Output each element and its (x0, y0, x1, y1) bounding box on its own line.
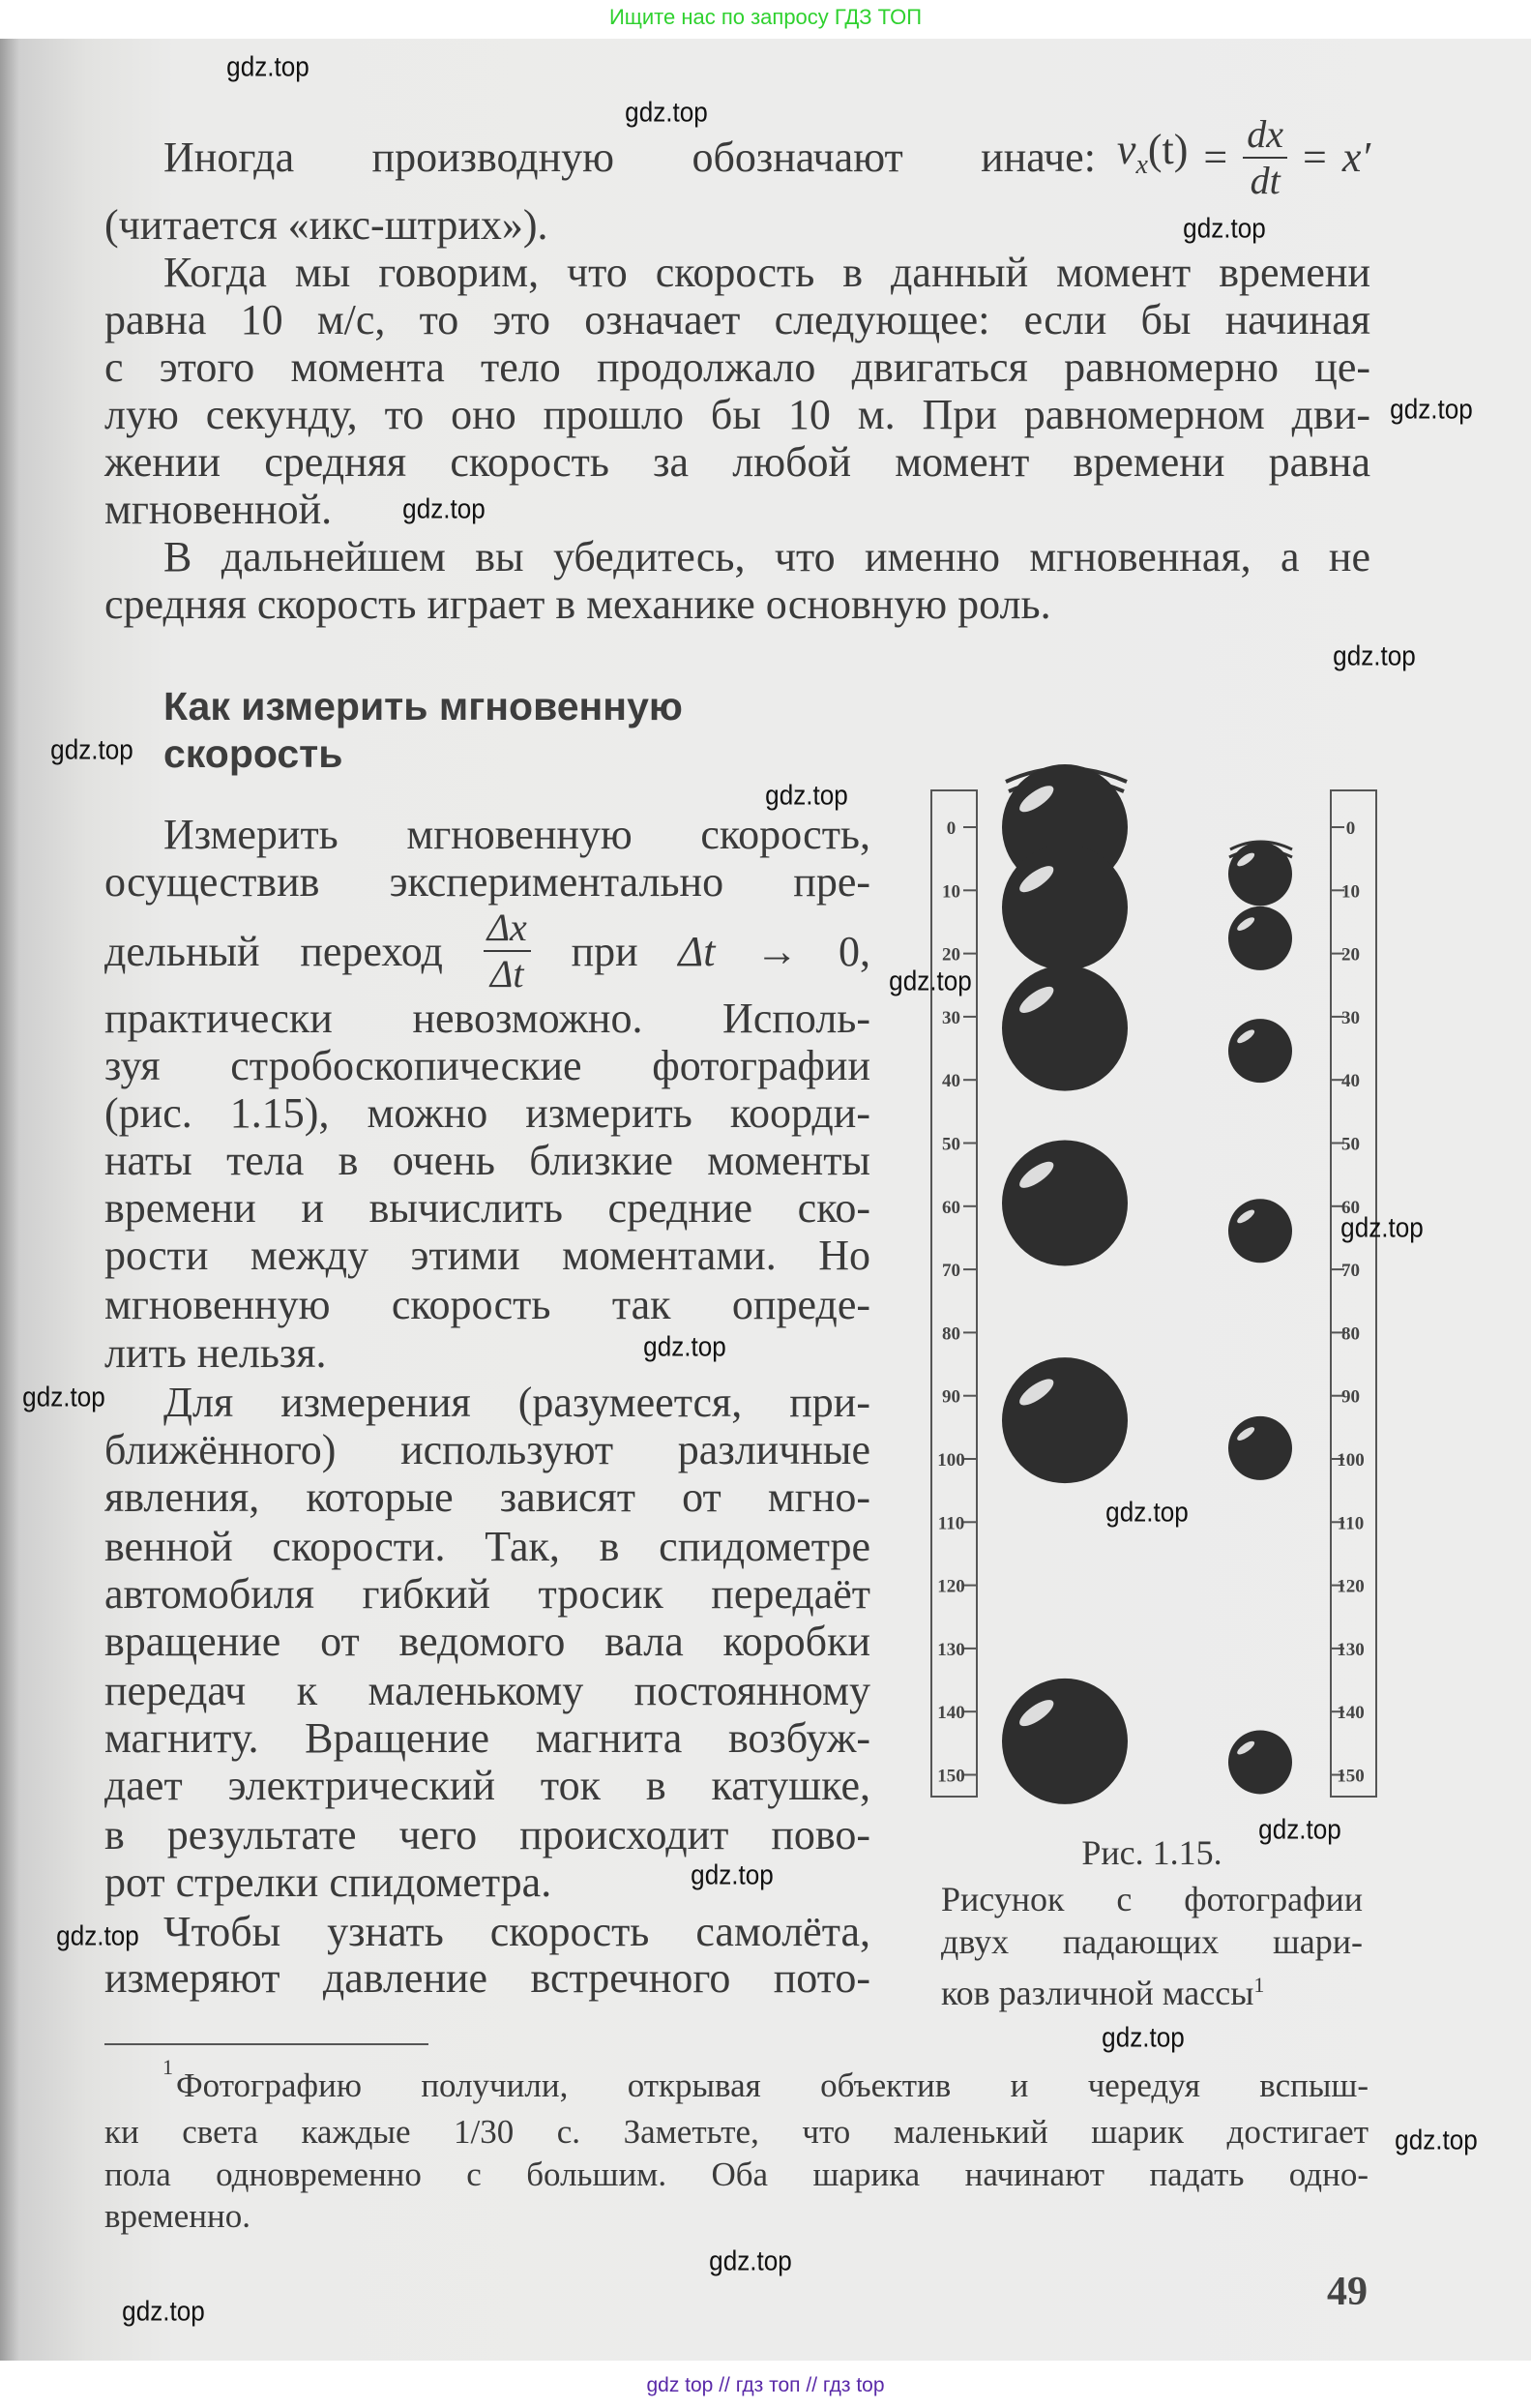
limit-word-3: при (571, 927, 638, 975)
small-ball (1228, 842, 1292, 906)
left-ruler-label: 10 (942, 881, 960, 903)
watermark-link[interactable]: gdz.top (402, 493, 486, 525)
right-ruler-label: 10 (1341, 881, 1360, 903)
text-line: в результате чего происходит пово- (104, 1811, 870, 1858)
watermark-link[interactable]: gdz.top (709, 2245, 792, 2277)
figure-caption-line-2: двух падающих шари- (941, 1922, 1363, 1961)
text-line: практически невозможно. Исполь- (104, 995, 870, 1042)
watermark-link[interactable]: gdz.top (1395, 2125, 1478, 2156)
formula-result: x′ (1341, 134, 1370, 181)
large-ball (1002, 1679, 1128, 1804)
large-ball (1002, 966, 1128, 1091)
right-ruler-label: 40 (1341, 1071, 1360, 1092)
footnote-line (104, 2154, 1369, 2196)
right-ruler-label: 140 (1337, 1703, 1365, 1724)
watermark-link[interactable]: gdz.top (226, 51, 309, 83)
small-ball (1228, 1730, 1292, 1794)
small-ball (1228, 1019, 1292, 1083)
text-line: Когда мы говорим, что скорость в данный момент времени (163, 249, 1370, 296)
watermark-link[interactable]: gdz.top (889, 966, 972, 997)
text-line: ближённого) используют различные (104, 1426, 870, 1473)
watermark-link[interactable]: gdz.top (625, 97, 708, 129)
text-line: рот стрелки спидометра. (104, 1858, 552, 1906)
footnote-text: Фотографию получили, открывая объектив и чередуя вспыш- (176, 2066, 1369, 2104)
text-line: наты тела в очень близкие моменты (104, 1137, 870, 1184)
footnote-marker: 1 (162, 2055, 173, 2079)
figure-title: Рис. 1.15. (1081, 1833, 1222, 1872)
text-line: магниту. Вращение магнита возбуж- (104, 1714, 870, 1762)
right-ruler-label: 50 (1341, 1134, 1360, 1155)
left-ruler-label: 150 (937, 1766, 965, 1787)
text-line: Для измерения (разумеется, при- (163, 1379, 870, 1426)
small-ball (1228, 1199, 1292, 1263)
watermark-link[interactable]: gdz.top (1390, 394, 1473, 426)
watermark-link[interactable]: gdz.top (691, 1859, 774, 1891)
watermark-link[interactable]: gdz.top (1340, 1212, 1424, 1244)
right-ruler-label: 0 (1345, 818, 1356, 839)
left-ruler-label: 120 (937, 1576, 965, 1597)
top-banner[interactable]: Ищите нас по запросу ГДЗ ТОП (608, 5, 923, 29)
formula-equals-2: = (1303, 134, 1327, 181)
text-line: венной скорости. Так, в спидометре (104, 1523, 870, 1570)
small-ball (1228, 1416, 1292, 1480)
text-line: (рис. 1.15), можно измерить коорди- (104, 1089, 870, 1137)
watermark-link[interactable]: gdz.top (50, 734, 133, 766)
text-line: дает электрический ток в катушке, (104, 1762, 870, 1809)
right-ruler-label: 90 (1341, 1386, 1360, 1408)
text-line: передач к маленькому постоянному (104, 1667, 870, 1714)
text-line: рости между этими моментами. Но (104, 1232, 870, 1279)
formula-equals: = (1203, 134, 1228, 181)
text-line: лить нельзя. (104, 1329, 327, 1377)
text-line: вращение от ведомого вала коробки (104, 1618, 870, 1665)
text-line: равна 10 м/с, то это означает следующее: если бы начиная (104, 296, 1370, 343)
large-ball (1002, 1141, 1128, 1266)
figure-caption-line-1: Рисунок с фотографии (941, 1880, 1363, 1918)
footnote-rule (104, 2043, 428, 2045)
left-ruler-label: 140 (937, 1703, 965, 1724)
right-ruler-label: 110 (1337, 1513, 1365, 1534)
watermark-link[interactable]: gdz.top (1183, 213, 1266, 245)
section-heading-line-2: скорость (163, 731, 343, 776)
section-heading-line-1: Как измерить мгновенную (163, 684, 683, 728)
text-line: измеряют давление встречного пото- (104, 1954, 870, 2002)
right-ruler-label: 60 (1341, 1197, 1360, 1218)
text-line: мгновенную скорость так опреде- (104, 1281, 870, 1328)
text-line: лую секунду, то оно прошло бы 10 м. При равномерном дви- (104, 391, 1370, 438)
right-ruler-label: 120 (1337, 1576, 1365, 1597)
right-ruler-label: 150 (1337, 1766, 1365, 1787)
watermark-link[interactable]: gdz.top (1105, 1497, 1189, 1529)
text-line: Чтобы узнать скорость самолёта, (163, 1908, 870, 1955)
left-ruler-label: 80 (942, 1323, 960, 1345)
footnote-text: временно. (104, 2197, 250, 2235)
text-line: Измерить мгновенную скорость, (163, 811, 870, 858)
arrow-icon: → (755, 927, 799, 975)
delta-t: Δt (678, 927, 716, 975)
footnote-line (104, 2195, 1369, 2238)
left-ruler-label: 110 (937, 1513, 965, 1534)
intro-line-2: (читается «икс-штрих»). (104, 201, 548, 249)
right-ruler-label: 80 (1341, 1323, 1360, 1345)
text-line: средняя скорость играет в механике основную роль. (104, 580, 1051, 628)
left-ruler-label: 0 (946, 818, 957, 839)
watermark-link[interactable]: gdz.top (643, 1331, 726, 1363)
right-ruler-label: 70 (1341, 1261, 1360, 1282)
caption-text: ков различной массы (941, 1974, 1254, 2012)
right-ruler-label: 30 (1341, 1007, 1360, 1028)
large-ball (1002, 1357, 1128, 1483)
small-ball (1228, 907, 1292, 970)
limit-word-1: дельный (104, 927, 260, 975)
text-line: явления, которые зависят от мгно- (104, 1473, 870, 1521)
limit-word-2: переход (300, 927, 443, 975)
watermark-link[interactable]: gdz.top (765, 780, 848, 812)
page-number: 49 (1327, 2270, 1368, 2314)
right-ruler-label: 130 (1337, 1639, 1365, 1660)
text-line: зуя стробоскопические фотографии (104, 1042, 870, 1089)
left-ruler-label: 90 (942, 1386, 960, 1408)
figure-caption-line-3 (941, 1963, 1363, 2012)
watermark-link[interactable]: gdz.top (1102, 2022, 1185, 2054)
watermark-link[interactable]: gdz.top (22, 1382, 105, 1413)
text-line: осуществив экспериментально пре- (104, 858, 870, 906)
left-ruler-label: 100 (937, 1450, 965, 1471)
left-ruler-label: 30 (942, 1007, 960, 1028)
footnote-line (162, 2055, 1369, 2107)
text-line: мгновенной. (104, 486, 333, 533)
bottom-banner[interactable]: gdz top // гдз топ // гдз top (646, 2374, 885, 2396)
text-line: автомобиля гибкий тросик передаёт (104, 1570, 870, 1618)
watermark-link[interactable]: gdz.top (1258, 1814, 1341, 1846)
delta-fraction: $\frac{\Delta x}{\Delta t}$ (484, 908, 531, 994)
right-ruler-label: 100 (1337, 1450, 1365, 1471)
large-ball (1002, 845, 1128, 970)
left-ruler-label: 130 (937, 1639, 965, 1660)
watermark-link[interactable]: gdz.top (1333, 640, 1416, 672)
text-line: жении средняя скорость за любой момент времени равна (104, 438, 1370, 486)
right-ruler-label: 20 (1341, 944, 1360, 966)
left-ruler-label: 40 (942, 1071, 960, 1092)
watermark-link[interactable]: gdz.top (122, 2296, 205, 2328)
left-ruler-label: 20 (942, 944, 960, 966)
watermark-link[interactable]: gdz.top (56, 1920, 139, 1952)
left-ruler-label: 50 (942, 1134, 960, 1155)
text-line: В дальнейшем вы убедитесь, что именно мгновенная, а не (163, 533, 1370, 580)
intro-text: Иногда производную обозначают иначе: (163, 134, 1096, 181)
text-line: с этого момента тело продолжало двигаться равномерно це- (104, 343, 1370, 391)
formula-fraction: $\frac{dx}{dt}$ (1243, 115, 1287, 200)
left-ruler-label: 70 (942, 1261, 960, 1282)
left-ruler-label: 60 (942, 1197, 960, 1218)
formula-v: $v_x(t)$ (1116, 126, 1189, 180)
footnote-line (104, 2111, 1369, 2154)
footnote-text: пола одновременно с большим. Оба шарика начинают падать одно- (104, 2155, 1369, 2193)
text-line: времени и вычислить средние ско- (104, 1184, 870, 1232)
footnote-text: ки света каждые 1/30 с. Заметьте, что маленький шарик достигает (104, 2113, 1369, 2151)
limit-zero: 0, (838, 927, 870, 975)
caption-footnote-marker: 1 (1253, 1973, 1265, 1997)
